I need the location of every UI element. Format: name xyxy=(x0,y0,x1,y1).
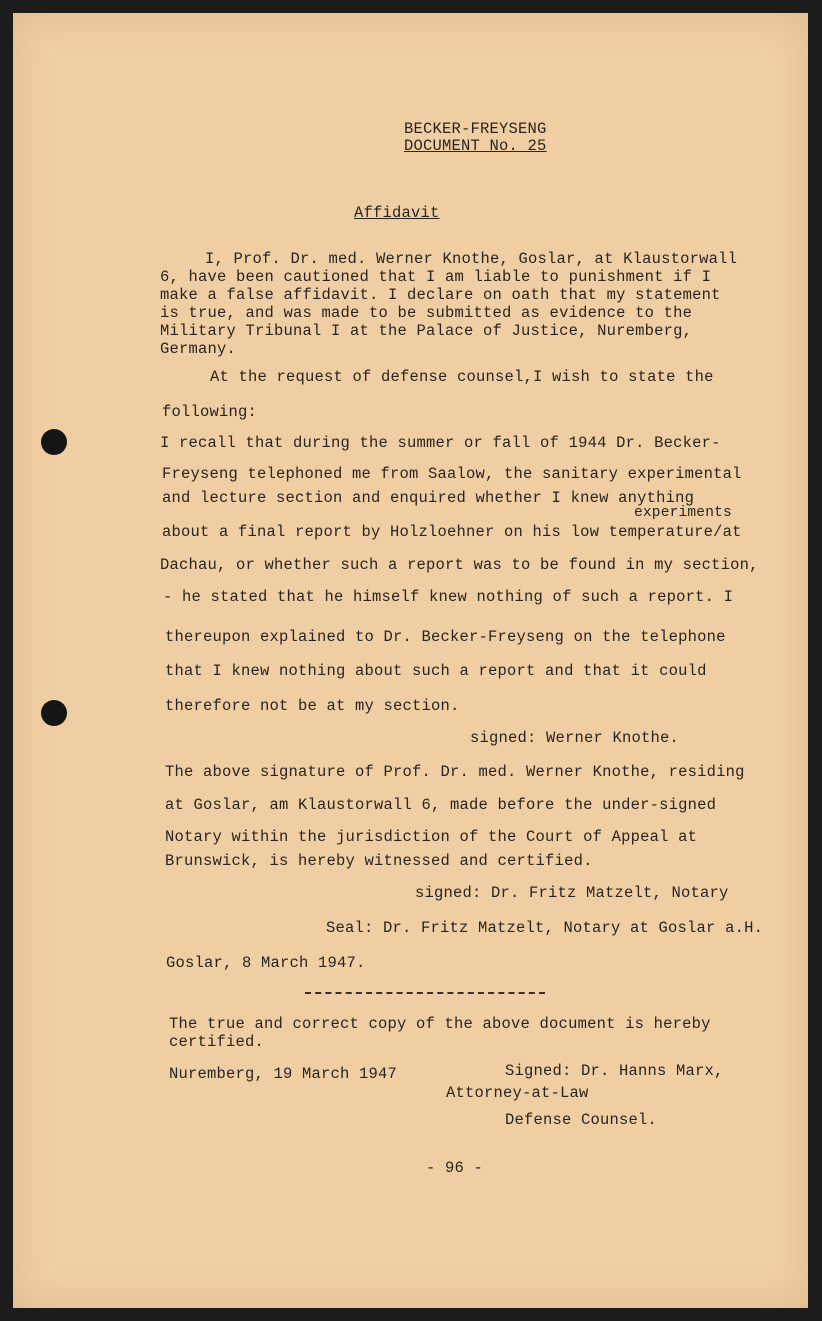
doc-title: Affidavit xyxy=(354,204,440,222)
body-line: about a final report by Holzloehner on his low temperature/at xyxy=(162,523,742,541)
para1-line: Germany. xyxy=(160,340,237,358)
place-date: Goslar, 8 March 1947. xyxy=(166,954,366,972)
cert-line: Notary within the jurisdiction of the Court of Appeal at xyxy=(165,828,698,846)
para2-line: At the request of defense counsel,I wish to state the xyxy=(210,368,714,386)
body-line: Dachau, or whether such a report was to be found in my section, xyxy=(160,556,759,574)
body-line: therefore not be at my section. xyxy=(165,697,460,715)
body-line: I recall that during the summer or fall of 1944 Dr. Becker- xyxy=(160,434,721,452)
para1-line: 6, have been cautioned that I am liable to punishment if I xyxy=(160,268,712,286)
punch-hole xyxy=(41,700,67,726)
signed-knothe: signed: Werner Knothe. xyxy=(470,729,680,747)
page-number: - 96 - xyxy=(426,1159,484,1177)
body-line: that I knew nothing about such a report and that it could xyxy=(165,662,707,680)
para1-line: is true, and was made to be submitted as evidence to the xyxy=(160,304,693,322)
nuremberg-date: Nuremberg, 19 March 1947 xyxy=(169,1065,398,1083)
cert-line: The above signature of Prof. Dr. med. Werner Knothe, residing xyxy=(165,763,745,781)
copy-cert-line: certified. xyxy=(169,1033,265,1051)
signed-notary: signed: Dr. Fritz Matzelt, Notary xyxy=(415,884,729,902)
cert-line: Brunswick, is hereby witnessed and certified. xyxy=(165,852,593,870)
body-line: - he stated that he himself knew nothing of such a report. I xyxy=(163,588,734,606)
body-line: Freyseng telephoned me from Saalow, the sanitary experimental xyxy=(162,465,742,483)
marx-role: Defense Counsel. xyxy=(505,1111,658,1129)
para1-line: I, Prof. Dr. med. Werner Knothe, Goslar, at Klaustorwall xyxy=(205,250,738,268)
doc-header-line2: DOCUMENT No. 25 xyxy=(404,137,547,155)
doc-header-line1: BECKER-FREYSENG xyxy=(404,120,547,138)
marx-title: Attorney-at-Law xyxy=(446,1084,589,1102)
divider xyxy=(305,992,545,994)
notary-seal: Seal: Dr. Fritz Matzelt, Notary at Goslar a.H. xyxy=(326,919,764,937)
cert-line: at Goslar, am Klaustorwall 6, made before the under-signed xyxy=(165,796,717,814)
copy-cert-line: The true and correct copy of the above document is hereby xyxy=(169,1015,711,1033)
body-line: thereupon explained to Dr. Becker-Freyseng on the telephone xyxy=(165,628,726,646)
para1-line: Military Tribunal I at the Palace of Justice, Nuremberg, xyxy=(160,322,693,340)
body-line: and lecture section and enquired whether I knew anything xyxy=(162,489,695,507)
para2-line: following: xyxy=(162,403,258,421)
interlinear-insertion: experiments xyxy=(634,505,732,521)
para1-line: make a false affidavit. I declare on oath that my statement xyxy=(160,286,721,304)
punch-hole xyxy=(41,429,67,455)
signed-marx: Signed: Dr. Hanns Marx, xyxy=(505,1062,724,1080)
